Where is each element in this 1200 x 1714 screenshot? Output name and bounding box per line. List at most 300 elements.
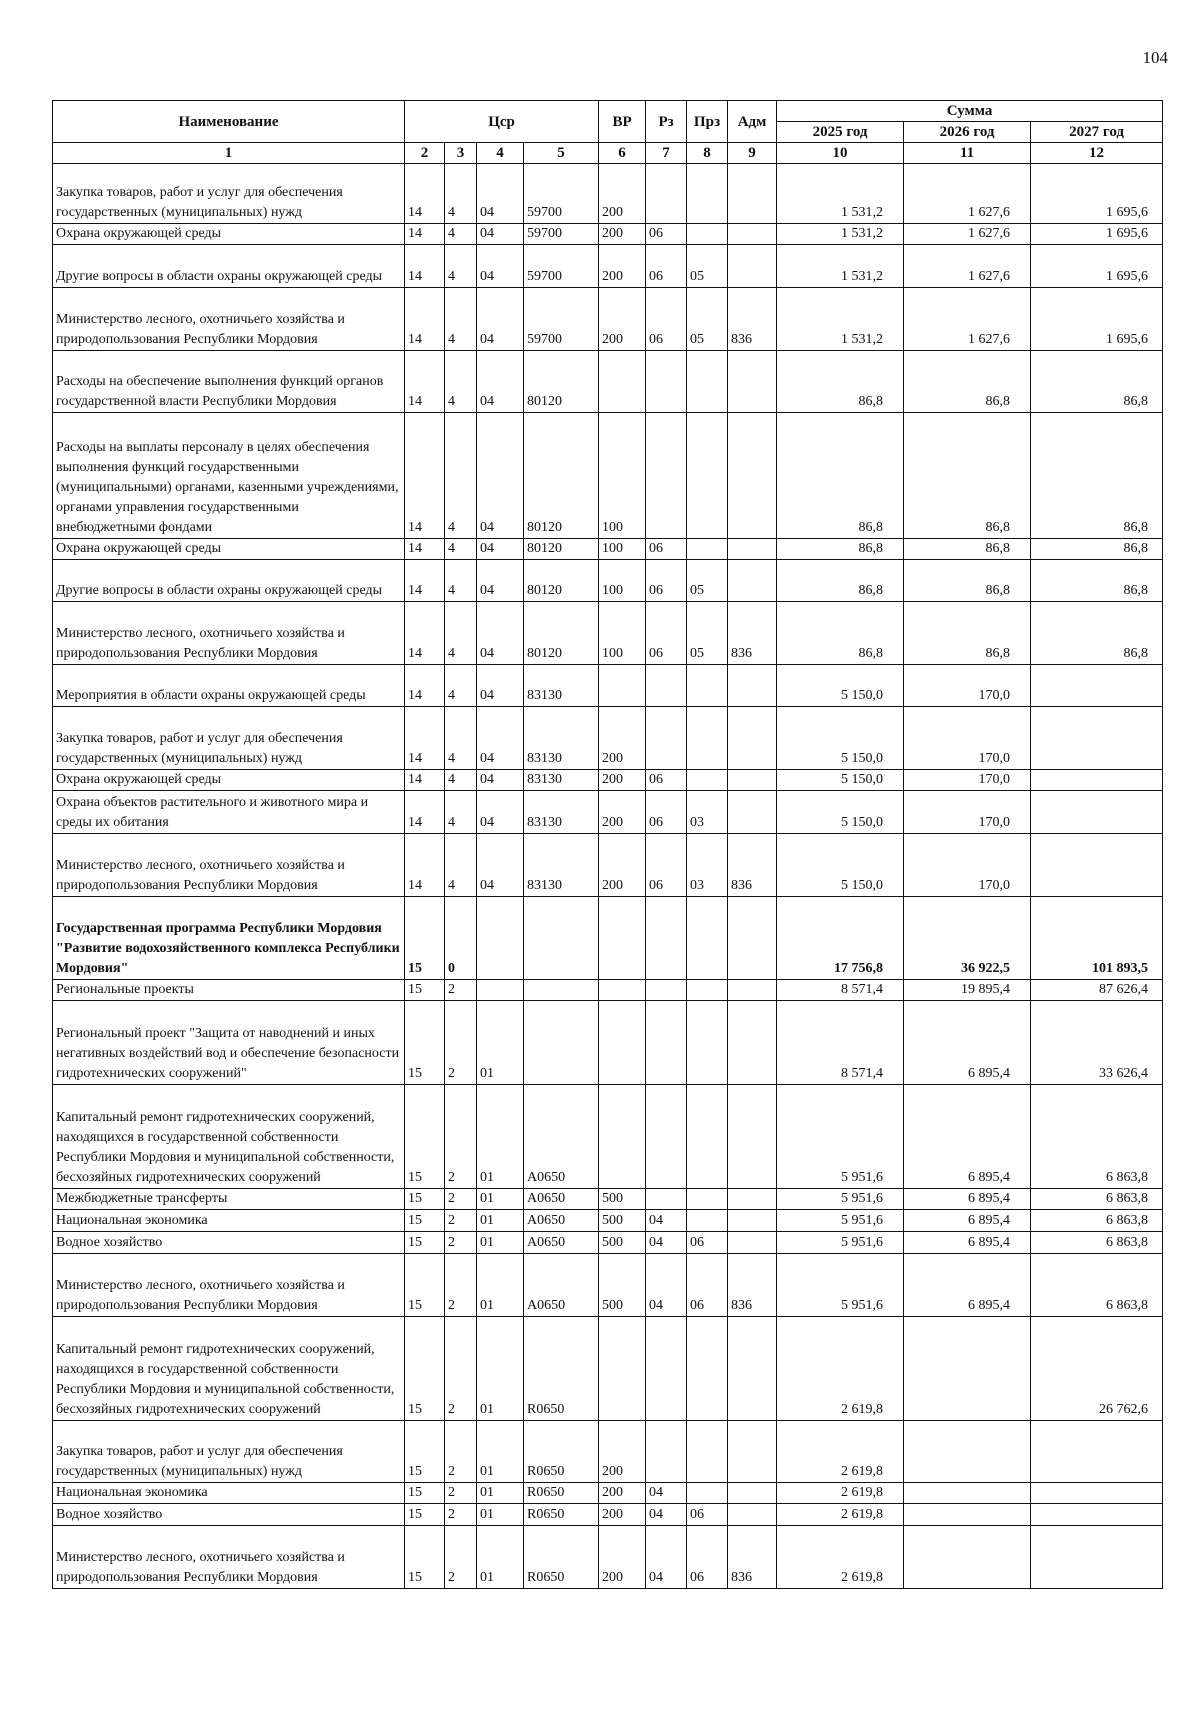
cell-vr: 200 (599, 707, 646, 770)
table-row (53, 980, 1163, 1001)
cell-vr (599, 980, 646, 1001)
cell-sum-2027: 6 863,8 (1031, 1085, 1163, 1189)
cell-prz (687, 224, 728, 245)
header-adm: Адм (728, 101, 777, 143)
col-number: 4 (477, 143, 524, 164)
table-row (53, 1254, 1163, 1317)
cell-sum-2026: 1 627,6 (904, 245, 1031, 288)
col-number: 9 (728, 143, 777, 164)
cell-sum-2025: 86,8 (777, 539, 904, 560)
col-number: 5 (524, 143, 599, 164)
cell-sum-2027: 86,8 (1031, 351, 1163, 413)
cell-csr-subprogram: 04 (477, 351, 524, 413)
cell-sum-2025: 2 619,8 (777, 1526, 904, 1589)
cell-rz: 04 (646, 1526, 687, 1589)
col-number: 12 (1031, 143, 1163, 164)
cell-vr (599, 665, 646, 707)
table-row (53, 224, 1163, 245)
cell-csr-type: 4 (445, 834, 477, 897)
cell-sum-2027: 6 863,8 (1031, 1232, 1163, 1254)
cell-prz: 06 (687, 1232, 728, 1254)
cell-csr-program: 14 (405, 224, 445, 245)
cell-sum-2025: 86,8 (777, 413, 904, 539)
cell-sum-2027: 86,8 (1031, 539, 1163, 560)
cell-name: Другие вопросы в области охраны окружающей среды (53, 560, 405, 602)
cell-name: Расходы на выплаты персоналу в целях обеспечения выполнения функций государственными (муниципальными) органами, казенными учреждениями, органами управления государственными внебюджетными фондами (53, 413, 405, 539)
cell-sum-2025: 86,8 (777, 560, 904, 602)
cell-csr-program: 15 (405, 1085, 445, 1189)
cell-csr-subprogram: 01 (477, 1001, 524, 1085)
cell-sum-2026: 86,8 (904, 413, 1031, 539)
cell-csr-type: 4 (445, 351, 477, 413)
cell-adm (728, 1421, 777, 1483)
cell-sum-2027: 86,8 (1031, 560, 1163, 602)
col-number: 2 (405, 143, 445, 164)
cell-csr-subprogram: 04 (477, 665, 524, 707)
cell-rz (646, 1317, 687, 1421)
cell-rz: 06 (646, 245, 687, 288)
cell-csr-type: 2 (445, 1254, 477, 1317)
cell-rz: 06 (646, 288, 687, 351)
cell-vr: 100 (599, 539, 646, 560)
cell-sum-2025: 2 619,8 (777, 1317, 904, 1421)
cell-adm (728, 707, 777, 770)
cell-csr-direction: 83130 (524, 791, 599, 834)
table-row (53, 164, 1163, 224)
cell-sum-2027: 33 626,4 (1031, 1001, 1163, 1085)
cell-sum-2027: 86,8 (1031, 602, 1163, 665)
cell-sum-2027: 1 695,6 (1031, 245, 1163, 288)
cell-csr-program: 14 (405, 834, 445, 897)
cell-csr-type: 4 (445, 707, 477, 770)
cell-csr-type: 4 (445, 770, 477, 791)
cell-rz (646, 351, 687, 413)
cell-prz: 06 (687, 1504, 728, 1526)
cell-rz (646, 413, 687, 539)
cell-prz (687, 980, 728, 1001)
cell-adm (728, 1210, 777, 1232)
cell-csr-direction: 83130 (524, 665, 599, 707)
table-row (53, 351, 1163, 413)
cell-name: Региональный проект "Защита от наводнений и иных негативных воздействий вод и обеспечение безопасности гидротехнических сооружений" (53, 1001, 405, 1085)
cell-prz (687, 897, 728, 980)
cell-name: Национальная экономика (53, 1483, 405, 1504)
cell-adm (728, 413, 777, 539)
cell-rz: 04 (646, 1483, 687, 1504)
cell-adm (728, 1189, 777, 1210)
table-row (53, 834, 1163, 897)
cell-adm (728, 351, 777, 413)
cell-adm: 836 (728, 288, 777, 351)
cell-sum-2025: 1 531,2 (777, 164, 904, 224)
cell-name: Охрана объектов растительного и животного мира и среды их обитания (53, 791, 405, 834)
table-row (53, 707, 1163, 770)
cell-csr-type: 2 (445, 1189, 477, 1210)
cell-prz: 05 (687, 245, 728, 288)
cell-csr-direction: 59700 (524, 164, 599, 224)
cell-csr-subprogram (477, 897, 524, 980)
cell-csr-direction: 80120 (524, 351, 599, 413)
cell-prz (687, 164, 728, 224)
cell-csr-program: 14 (405, 665, 445, 707)
cell-name: Национальная экономика (53, 1210, 405, 1232)
cell-sum-2027 (1031, 834, 1163, 897)
cell-csr-program: 14 (405, 602, 445, 665)
cell-csr-subprogram: 01 (477, 1317, 524, 1421)
cell-prz: 06 (687, 1526, 728, 1589)
cell-adm: 836 (728, 602, 777, 665)
cell-name: Закупка товаров, работ и услуг для обеспечения государственных (муниципальных) нужд (53, 164, 405, 224)
header-sum: Сумма (777, 101, 1163, 122)
cell-csr-program: 14 (405, 413, 445, 539)
cell-csr-type: 2 (445, 1504, 477, 1526)
col-number: 6 (599, 143, 646, 164)
cell-sum-2026: 19 895,4 (904, 980, 1031, 1001)
cell-sum-2027 (1031, 665, 1163, 707)
cell-csr-direction: R0650 (524, 1317, 599, 1421)
cell-adm (728, 770, 777, 791)
table-row (53, 413, 1163, 539)
cell-prz: 03 (687, 791, 728, 834)
cell-sum-2025: 5 951,6 (777, 1189, 904, 1210)
cell-vr (599, 351, 646, 413)
cell-csr-type: 4 (445, 539, 477, 560)
cell-csr-direction: 59700 (524, 245, 599, 288)
cell-name: Мероприятия в области охраны окружающей среды (53, 665, 405, 707)
table-row (53, 560, 1163, 602)
cell-csr-program: 14 (405, 539, 445, 560)
cell-csr-type: 4 (445, 602, 477, 665)
table-row (53, 897, 1163, 980)
cell-csr-subprogram: 01 (477, 1232, 524, 1254)
cell-sum-2026: 6 895,4 (904, 1232, 1031, 1254)
cell-rz (646, 1085, 687, 1189)
cell-sum-2027 (1031, 770, 1163, 791)
table-row (53, 1189, 1163, 1210)
cell-rz: 06 (646, 770, 687, 791)
cell-name: Закупка товаров, работ и услуг для обеспечения государственных (муниципальных) нужд (53, 1421, 405, 1483)
cell-csr-program: 14 (405, 791, 445, 834)
cell-sum-2027: 6 863,8 (1031, 1254, 1163, 1317)
table-row (53, 1526, 1163, 1589)
cell-adm (728, 224, 777, 245)
cell-sum-2026: 86,8 (904, 539, 1031, 560)
table-row (53, 791, 1163, 834)
cell-vr (599, 1001, 646, 1085)
col-number: 1 (53, 143, 405, 164)
cell-adm (728, 539, 777, 560)
cell-vr (599, 1317, 646, 1421)
cell-name: Министерство лесного, охотничьего хозяйства и природопользования Республики Мордовия (53, 602, 405, 665)
cell-sum-2027 (1031, 791, 1163, 834)
cell-csr-subprogram: 04 (477, 834, 524, 897)
cell-sum-2025: 86,8 (777, 351, 904, 413)
cell-csr-subprogram: 04 (477, 288, 524, 351)
cell-sum-2025: 5 951,6 (777, 1085, 904, 1189)
cell-sum-2026 (904, 1421, 1031, 1483)
cell-csr-subprogram: 04 (477, 539, 524, 560)
cell-adm (728, 1504, 777, 1526)
cell-rz (646, 164, 687, 224)
cell-vr: 200 (599, 245, 646, 288)
cell-adm (728, 1483, 777, 1504)
cell-vr: 200 (599, 224, 646, 245)
cell-csr-direction: 80120 (524, 413, 599, 539)
cell-name: Другие вопросы в области охраны окружающей среды (53, 245, 405, 288)
cell-csr-program: 15 (405, 1210, 445, 1232)
cell-csr-type: 4 (445, 164, 477, 224)
header-rz: Рз (646, 101, 687, 143)
cell-rz (646, 665, 687, 707)
cell-sum-2027 (1031, 707, 1163, 770)
cell-rz: 06 (646, 224, 687, 245)
cell-vr: 200 (599, 834, 646, 897)
cell-csr-subprogram: 04 (477, 224, 524, 245)
cell-csr-subprogram: 01 (477, 1504, 524, 1526)
cell-vr: 200 (599, 791, 646, 834)
cell-adm (728, 665, 777, 707)
cell-rz: 06 (646, 560, 687, 602)
cell-sum-2026: 170,0 (904, 770, 1031, 791)
cell-sum-2027 (1031, 1526, 1163, 1589)
cell-sum-2025: 2 619,8 (777, 1421, 904, 1483)
cell-sum-2026: 1 627,6 (904, 288, 1031, 351)
cell-name: Капитальный ремонт гидротехнических сооружений, находящихся в государственной собственности Республики Мордовия и муниципальной собственности, бесхозяйных гидротехнических сооружений (53, 1317, 405, 1421)
cell-vr: 200 (599, 1504, 646, 1526)
page-number: 104 (1142, 48, 1168, 67)
cell-rz (646, 1001, 687, 1085)
cell-csr-type: 2 (445, 1526, 477, 1589)
cell-csr-subprogram: 01 (477, 1483, 524, 1504)
cell-sum-2026 (904, 1504, 1031, 1526)
cell-sum-2026: 6 895,4 (904, 1254, 1031, 1317)
table-row (53, 1085, 1163, 1189)
cell-csr-program: 15 (405, 897, 445, 980)
cell-csr-type: 2 (445, 1210, 477, 1232)
col-number: 8 (687, 143, 728, 164)
cell-sum-2026: 170,0 (904, 707, 1031, 770)
cell-rz (646, 707, 687, 770)
cell-sum-2026 (904, 1526, 1031, 1589)
cell-sum-2025: 86,8 (777, 602, 904, 665)
cell-rz: 06 (646, 834, 687, 897)
cell-sum-2026: 86,8 (904, 602, 1031, 665)
cell-sum-2026: 170,0 (904, 665, 1031, 707)
cell-csr-type: 4 (445, 413, 477, 539)
table-body (53, 164, 1163, 1589)
cell-csr-type: 2 (445, 1232, 477, 1254)
cell-prz: 05 (687, 602, 728, 665)
cell-csr-direction (524, 1001, 599, 1085)
cell-sum-2025: 1 531,2 (777, 288, 904, 351)
cell-sum-2025: 8 571,4 (777, 1001, 904, 1085)
table-row (53, 539, 1163, 560)
cell-adm (728, 980, 777, 1001)
cell-csr-program: 15 (405, 1232, 445, 1254)
cell-sum-2025: 2 619,8 (777, 1483, 904, 1504)
cell-prz: 06 (687, 1254, 728, 1317)
table-row (53, 1421, 1163, 1483)
cell-sum-2025: 5 150,0 (777, 707, 904, 770)
cell-adm (728, 791, 777, 834)
cell-rz: 04 (646, 1504, 687, 1526)
cell-name: Межбюджетные трансферты (53, 1189, 405, 1210)
cell-csr-subprogram: 04 (477, 791, 524, 834)
cell-sum-2025: 5 951,6 (777, 1254, 904, 1317)
cell-rz (646, 1189, 687, 1210)
cell-csr-type: 2 (445, 1421, 477, 1483)
cell-csr-direction: А0650 (524, 1254, 599, 1317)
cell-name: Водное хозяйство (53, 1232, 405, 1254)
cell-prz: 05 (687, 560, 728, 602)
cell-csr-direction: R0650 (524, 1421, 599, 1483)
cell-csr-type: 4 (445, 665, 477, 707)
cell-name: Министерство лесного, охотничьего хозяйства и природопользования Республики Мордовия (53, 1254, 405, 1317)
cell-name: Охрана окружающей среды (53, 770, 405, 791)
cell-vr: 200 (599, 164, 646, 224)
cell-sum-2026: 170,0 (904, 834, 1031, 897)
cell-prz (687, 1210, 728, 1232)
cell-prz (687, 413, 728, 539)
header-year-2026: 2026 год (904, 122, 1031, 143)
cell-csr-direction: R0650 (524, 1483, 599, 1504)
cell-sum-2025: 8 571,4 (777, 980, 904, 1001)
cell-sum-2026: 6 895,4 (904, 1189, 1031, 1210)
cell-csr-direction: 83130 (524, 770, 599, 791)
cell-csr-program: 15 (405, 1317, 445, 1421)
table-row (53, 1232, 1163, 1254)
cell-csr-program: 14 (405, 245, 445, 288)
cell-adm (728, 897, 777, 980)
table-row (53, 1001, 1163, 1085)
cell-prz (687, 1317, 728, 1421)
cell-csr-type: 0 (445, 897, 477, 980)
cell-sum-2026: 170,0 (904, 791, 1031, 834)
cell-sum-2025: 17 756,8 (777, 897, 904, 980)
cell-csr-direction: 80120 (524, 602, 599, 665)
header-prz: Прз (687, 101, 728, 143)
cell-vr: 500 (599, 1232, 646, 1254)
cell-sum-2026: 6 895,4 (904, 1085, 1031, 1189)
cell-prz (687, 707, 728, 770)
cell-csr-subprogram: 04 (477, 245, 524, 288)
cell-sum-2027: 6 863,8 (1031, 1189, 1163, 1210)
cell-sum-2026: 36 922,5 (904, 897, 1031, 980)
cell-rz: 06 (646, 791, 687, 834)
cell-csr-type: 4 (445, 245, 477, 288)
cell-rz: 04 (646, 1232, 687, 1254)
cell-csr-program: 15 (405, 1483, 445, 1504)
cell-vr: 200 (599, 1421, 646, 1483)
cell-adm: 836 (728, 1254, 777, 1317)
cell-csr-type: 4 (445, 560, 477, 602)
cell-sum-2026: 6 895,4 (904, 1210, 1031, 1232)
cell-sum-2027 (1031, 1504, 1163, 1526)
cell-sum-2027 (1031, 1483, 1163, 1504)
table-row (53, 288, 1163, 351)
cell-vr: 200 (599, 1483, 646, 1504)
cell-sum-2025: 5 150,0 (777, 770, 904, 791)
table-row (53, 602, 1163, 665)
cell-vr: 100 (599, 413, 646, 539)
cell-name: Министерство лесного, охотничьего хозяйства и природопользования Республики Мордовия (53, 1526, 405, 1589)
table-row (53, 1483, 1163, 1504)
cell-csr-direction: 59700 (524, 288, 599, 351)
cell-name: Охрана окружающей среды (53, 539, 405, 560)
cell-csr-subprogram: 01 (477, 1421, 524, 1483)
cell-rz: 06 (646, 602, 687, 665)
cell-sum-2026 (904, 1483, 1031, 1504)
cell-csr-direction (524, 980, 599, 1001)
cell-csr-subprogram (477, 980, 524, 1001)
cell-rz (646, 980, 687, 1001)
header-vr: ВР (599, 101, 646, 143)
cell-vr: 500 (599, 1189, 646, 1210)
cell-csr-type: 2 (445, 1085, 477, 1189)
cell-csr-subprogram: 01 (477, 1189, 524, 1210)
cell-csr-program: 15 (405, 1001, 445, 1085)
cell-adm (728, 1232, 777, 1254)
cell-vr: 100 (599, 602, 646, 665)
cell-sum-2025: 5 150,0 (777, 791, 904, 834)
cell-csr-program: 15 (405, 980, 445, 1001)
cell-adm (728, 1085, 777, 1189)
cell-csr-subprogram: 01 (477, 1254, 524, 1317)
cell-csr-program: 15 (405, 1504, 445, 1526)
cell-prz (687, 1421, 728, 1483)
cell-csr-program: 14 (405, 288, 445, 351)
cell-name: Закупка товаров, работ и услуг для обеспечения государственных (муниципальных) нужд (53, 707, 405, 770)
cell-vr (599, 897, 646, 980)
cell-prz: 03 (687, 834, 728, 897)
cell-sum-2027 (1031, 1421, 1163, 1483)
cell-csr-program: 14 (405, 770, 445, 791)
cell-adm (728, 164, 777, 224)
cell-adm: 836 (728, 1526, 777, 1589)
cell-rz (646, 1421, 687, 1483)
cell-csr-subprogram: 04 (477, 164, 524, 224)
cell-sum-2027: 101 893,5 (1031, 897, 1163, 980)
table-row (53, 1210, 1163, 1232)
cell-csr-direction: 83130 (524, 707, 599, 770)
cell-csr-subprogram: 04 (477, 770, 524, 791)
table-row (53, 245, 1163, 288)
cell-csr-program: 15 (405, 1254, 445, 1317)
cell-vr: 200 (599, 770, 646, 791)
cell-sum-2027: 1 695,6 (1031, 164, 1163, 224)
col-number: 3 (445, 143, 477, 164)
cell-csr-program: 15 (405, 1526, 445, 1589)
cell-sum-2026: 1 627,6 (904, 164, 1031, 224)
table-row (53, 665, 1163, 707)
budget-table (52, 100, 1163, 1589)
cell-rz: 06 (646, 539, 687, 560)
cell-sum-2025: 5 150,0 (777, 834, 904, 897)
cell-sum-2027: 1 695,6 (1031, 288, 1163, 351)
cell-csr-type: 2 (445, 1483, 477, 1504)
cell-csr-program: 14 (405, 560, 445, 602)
cell-sum-2025: 5 951,6 (777, 1210, 904, 1232)
cell-sum-2026: 86,8 (904, 560, 1031, 602)
cell-sum-2025: 5 150,0 (777, 665, 904, 707)
cell-csr-type: 2 (445, 1317, 477, 1421)
cell-name: Охрана окружающей среды (53, 224, 405, 245)
header-year-2027: 2027 год (1031, 122, 1163, 143)
cell-adm (728, 245, 777, 288)
cell-vr: 200 (599, 288, 646, 351)
cell-sum-2026: 1 627,6 (904, 224, 1031, 245)
cell-prz (687, 1189, 728, 1210)
